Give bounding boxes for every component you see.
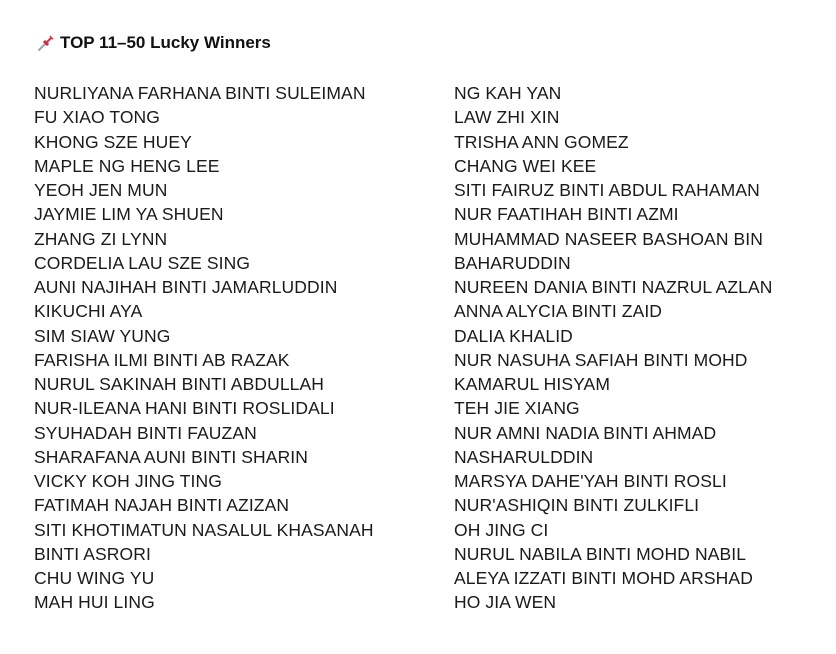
list-item: NUR FAATIHAH BINTI AZMI [454,204,679,225]
list-item: NURUL NABILA BINTI MOHD NABIL [454,543,747,564]
list-item: JAYMIE LIM YA SHUEN [34,204,224,225]
list-item: NUR AMNI NADIA BINTI AHMAD [454,422,717,443]
list-item: CORDELIA LAU SZE SING [34,252,251,273]
list-item: KHONG SZE HUEY [34,131,192,152]
list-item: NURLIYANA FARHANA BINTI SULEIMAN [34,83,366,103]
list-item: NG KAH YAN [454,83,562,103]
list-item: OH JING CI [454,519,549,540]
list-item: TRISHA ANN GOMEZ [454,131,629,152]
list-item: KAMARUL HISYAM [454,374,611,394]
list-item: CHANG WEI KEE [454,155,597,176]
list-item: KIKUCHI AYA [34,301,143,322]
list-item: YEOH JEN MUN [34,180,168,200]
page-title [36,33,271,53]
list-item: TEH JIE XIANG [454,398,580,419]
heading-text: TOP 11–50 Lucky Winners [60,33,271,52]
list-item: DALIA KHALID [454,325,573,346]
list-item: SITI KHOTIMATUN NASALUL KHASANAH [34,519,374,540]
list-item: CHU WING YU [34,568,155,588]
list-item: NUR-ILEANA HANI BINTI ROSLIDALI [34,398,335,419]
list-item: NUR NASUHA SAFIAH BINTI MOHD [454,349,748,370]
list-item: NUR'ASHIQIN BINTI ZULKIFLI [454,495,700,516]
winners-list-left [34,81,374,615]
list-item: MAPLE NG HENG LEE [34,155,220,176]
list-item: FARISHA ILMI BINTI AB RAZAK [34,349,290,370]
list-item: ANNA ALYCIA BINTI ZAID [454,301,663,322]
list-item: NUREEN DANIA BINTI NAZRUL AZLAN [454,277,773,297]
list-item: HO JIA WEN [454,592,557,613]
list-item: ALEYA IZZATI BINTI MOHD ARSHAD [454,568,753,588]
list-item: MAH HUI LING [34,592,155,613]
list-item: LAW ZHI XIN [454,107,560,128]
list-item: ZHANG ZI LYNN [34,228,168,249]
list-item: NASHARULDDIN [454,446,594,467]
list-item: SYUHADAH BINTI FAUZAN [34,422,257,443]
list-item: FU XIAO TONG [34,107,160,128]
list-item: BINTI ASRORI [34,543,151,564]
winners-list-right [454,81,772,615]
list-item: SHARAFANA AUNI BINTI SHARIN [34,446,309,467]
list-item: VICKY KOH JING TING [34,471,222,491]
list-item: AUNI NAJIHAH BINTI JAMARLUDDIN [34,277,338,297]
list-item: MUHAMMAD NASEER BASHOAN BIN [454,228,763,249]
list-item: MARSYA DAHE'YAH BINTI ROSLI [454,471,727,491]
pushpin-icon [36,33,56,53]
list-item: SITI FAIRUZ BINTI ABDUL RAHAMAN [454,180,760,200]
list-item: SIM SIAW YUNG [34,325,171,346]
list-item: NURUL SAKINAH BINTI ABDULLAH [34,374,325,394]
list-item: BAHARUDDIN [454,252,571,273]
list-item: FATIMAH NAJAH BINTI AZIZAN [34,495,290,516]
